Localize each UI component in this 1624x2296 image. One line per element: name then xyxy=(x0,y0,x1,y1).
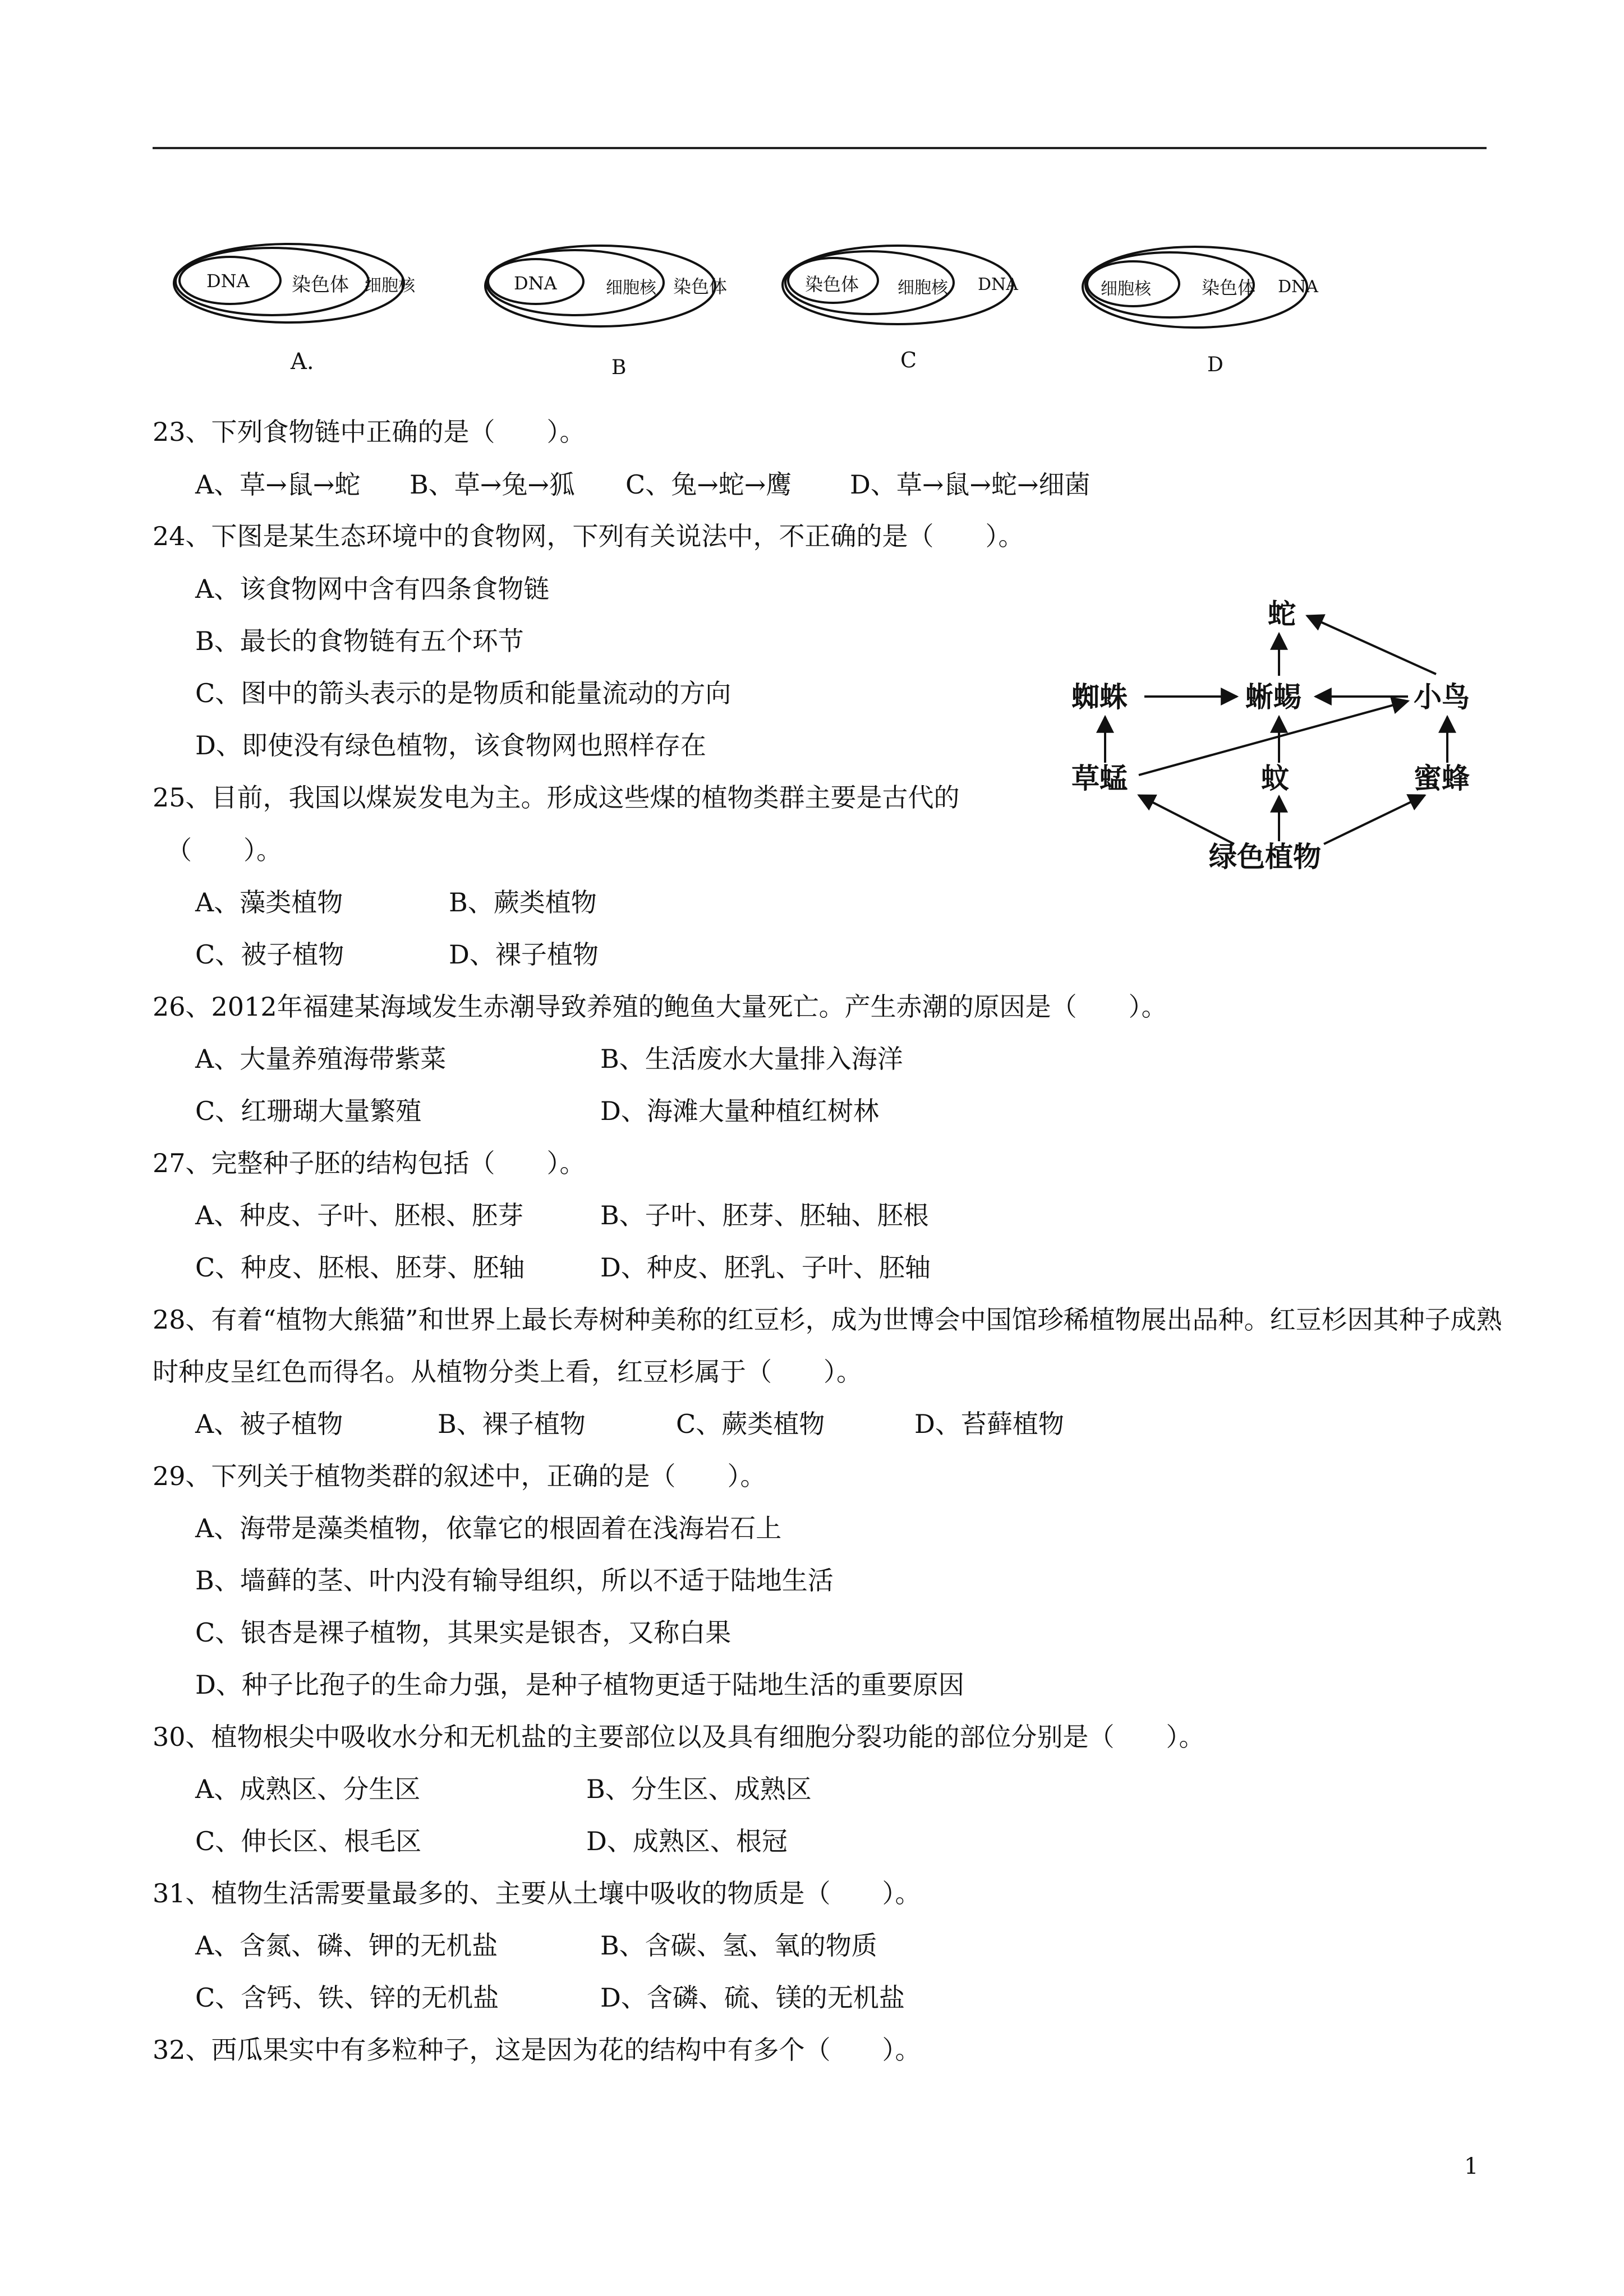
diagram-b-letter: B xyxy=(611,356,627,379)
q31-option-a: A、含氮、磷、钾的无机盐 xyxy=(195,1930,498,1961)
q24-option-b: B、最长的食物链有五个环节 xyxy=(195,626,524,656)
node-lizard: 蜥蜴 xyxy=(1245,681,1301,713)
question-32-stem: 32、西瓜果实中有多粒种子，这是因为花的结构中有多个（ ）。 xyxy=(153,2035,921,2065)
q30-option-b: B、分生区、成熟区 xyxy=(586,1774,812,1804)
question-28-stem-2: 时种皮呈红色而得名。从植物分类上看，红豆杉属于（ ）。 xyxy=(153,1357,862,1387)
q29-option-a: A、海带是藻类植物，依靠它的根固着在浅海岩石上 xyxy=(195,1513,782,1543)
diagram-b-outer: 染色体 xyxy=(673,276,728,297)
q23-option-a: A、草→鼠→蛇 xyxy=(195,469,361,500)
arrow-plant-grasshopper xyxy=(1139,795,1234,844)
q24-option-d: D、即使没有绿色植物，该食物网也照样存在 xyxy=(195,730,706,760)
header-rule xyxy=(153,147,1487,149)
diagram-c-outer: DNA xyxy=(978,275,1018,294)
q24-option-a: A、该食物网中含有四条食物链 xyxy=(195,574,550,604)
q30-option-c: C、伸长区、根毛区 xyxy=(195,1826,422,1856)
q31-option-d: D、含磷、硫、镁的无机盐 xyxy=(600,1983,905,2013)
q26-option-a: A、大量养殖海带紫菜 xyxy=(195,1044,447,1074)
question-29-stem: 29、下列关于植物类群的叙述中，正确的是（ ）。 xyxy=(153,1461,766,1491)
diagram-c-middle: 细胞核 xyxy=(898,278,948,298)
diagram-d-outer: DNA xyxy=(1278,277,1318,297)
q26-option-c: C、红珊瑚大量繁殖 xyxy=(195,1096,422,1126)
q27-option-d: D、种皮、胚乳、子叶、胚轴 xyxy=(600,1252,931,1283)
q23-option-d: D、草→鼠→蛇→细菌 xyxy=(850,469,1091,500)
arrow-bird-snake xyxy=(1307,616,1436,674)
q31-option-c: C、含钙、铁、锌的无机盐 xyxy=(195,1983,499,2013)
node-plant: 绿色植物 xyxy=(1209,841,1321,873)
node-mosquito: 蚊 xyxy=(1261,762,1289,795)
diagram-d-inner: 细胞核 xyxy=(1101,279,1151,299)
q27-option-a: A、种皮、子叶、胚根、胚芽 xyxy=(195,1200,524,1230)
question-27-stem: 27、完整种子胚的结构包括（ ）。 xyxy=(153,1148,586,1178)
page-number: 1 xyxy=(1464,2154,1479,2179)
diagram-a-outer: 细胞核 xyxy=(365,276,415,296)
q29-option-b: B、墙藓的茎、叶内没有输导组织，所以不适于陆地生活 xyxy=(195,1565,834,1596)
q29-option-d: D、种子比孢子的生命力强，是种子植物更适于陆地生活的重要原因 xyxy=(195,1670,964,1700)
node-spider: 蜘蛛 xyxy=(1071,681,1128,713)
q27-option-b: B、子叶、胚芽、胚轴、胚根 xyxy=(600,1200,929,1230)
node-bee: 蜜蜂 xyxy=(1414,762,1470,795)
q26-option-d: D、海滩大量种植红树林 xyxy=(600,1096,879,1126)
question-25-stem-2: （ ）。 xyxy=(166,835,282,865)
q30-option-a: A、成熟区、分生区 xyxy=(195,1774,421,1804)
q28-option-d: D、苔藓植物 xyxy=(914,1409,1064,1439)
diagram-c-inner: 染色体 xyxy=(805,274,859,295)
diagram-b-middle: 细胞核 xyxy=(606,278,656,298)
node-bird: 小鸟 xyxy=(1414,681,1470,713)
diagram-d-middle: 染色体 xyxy=(1202,277,1256,298)
q29-option-c: C、银杏是裸子植物，其果实是银杏，又称白果 xyxy=(195,1617,732,1648)
q30-option-d: D、成熟区、根冠 xyxy=(586,1826,788,1856)
question-23-stem: 23、下列食物链中正确的是（ ）。 xyxy=(153,417,586,447)
q25-option-c: C、被子植物 xyxy=(195,939,344,970)
q28-option-a: A、被子植物 xyxy=(195,1409,343,1439)
question-28-stem: 28、有着“植物大熊猫”和世界上最长寿树种美称的红豆杉，成为世博会中国馆珍稀植物展出品种。红豆杉因其种子成熟 xyxy=(153,1304,1502,1335)
q25-option-d: D、裸子植物 xyxy=(449,939,599,970)
node-snake: 蛇 xyxy=(1268,598,1296,630)
q28-option-b: B、裸子植物 xyxy=(438,1409,586,1439)
diagram-c-letter: C xyxy=(900,348,917,372)
diagram-a-inner: DNA xyxy=(206,270,250,292)
q28-option-c: C、蕨类植物 xyxy=(676,1409,825,1439)
q23-option-b: B、草→兔→狐 xyxy=(410,469,575,500)
question-30-stem: 30、植物根尖中吸收水分和无机盐的主要部位以及具有细胞分裂功能的部位分别是（ ）。 xyxy=(153,1722,1205,1752)
question-25-stem: 25、目前，我国以煤炭发电为主。形成这些煤的植物类群主要是古代的 xyxy=(153,782,960,813)
q31-option-b: B、含碳、氢、氧的物质 xyxy=(600,1930,877,1961)
question-26-stem: 26、2012年福建某海域发生赤潮导致养殖的鲍鱼大量死亡。产生赤潮的原因是（ ）。 xyxy=(153,992,1167,1022)
q24-option-c: C、图中的箭头表示的是物质和能量流动的方向 xyxy=(195,678,732,708)
diagram-c xyxy=(777,241,1057,387)
question-24-stem: 24、下图是某生态环境中的食物网，下列有关说法中，不正确的是（ ）。 xyxy=(153,521,1024,551)
q27-option-c: C、种皮、胚根、胚芽、胚轴 xyxy=(195,1252,525,1283)
diagram-a-letter: A. xyxy=(291,349,314,375)
q25-option-a: A、藻类植物 xyxy=(195,887,343,918)
diagram-d-letter: D xyxy=(1207,353,1223,376)
diagram-a xyxy=(168,241,449,387)
diagram-b xyxy=(477,241,757,387)
food-web-diagram xyxy=(1055,594,1503,886)
diagram-b-inner: DNA xyxy=(514,273,557,294)
q26-option-b: B、生活废水大量排入海洋 xyxy=(600,1044,903,1074)
q23-option-c: C、兔→蛇→鹰 xyxy=(625,469,792,500)
question-31-stem: 31、植物生活需要量最多的、主要从土壤中吸收的物质是（ ）。 xyxy=(153,1878,921,1908)
node-grasshopper: 草蜢 xyxy=(1071,762,1128,795)
arrow-plant-bee xyxy=(1324,795,1425,844)
diagram-a-middle: 染色体 xyxy=(292,274,349,296)
diagram-d xyxy=(1077,241,1358,387)
q25-option-b: B、蕨类植物 xyxy=(449,887,597,918)
